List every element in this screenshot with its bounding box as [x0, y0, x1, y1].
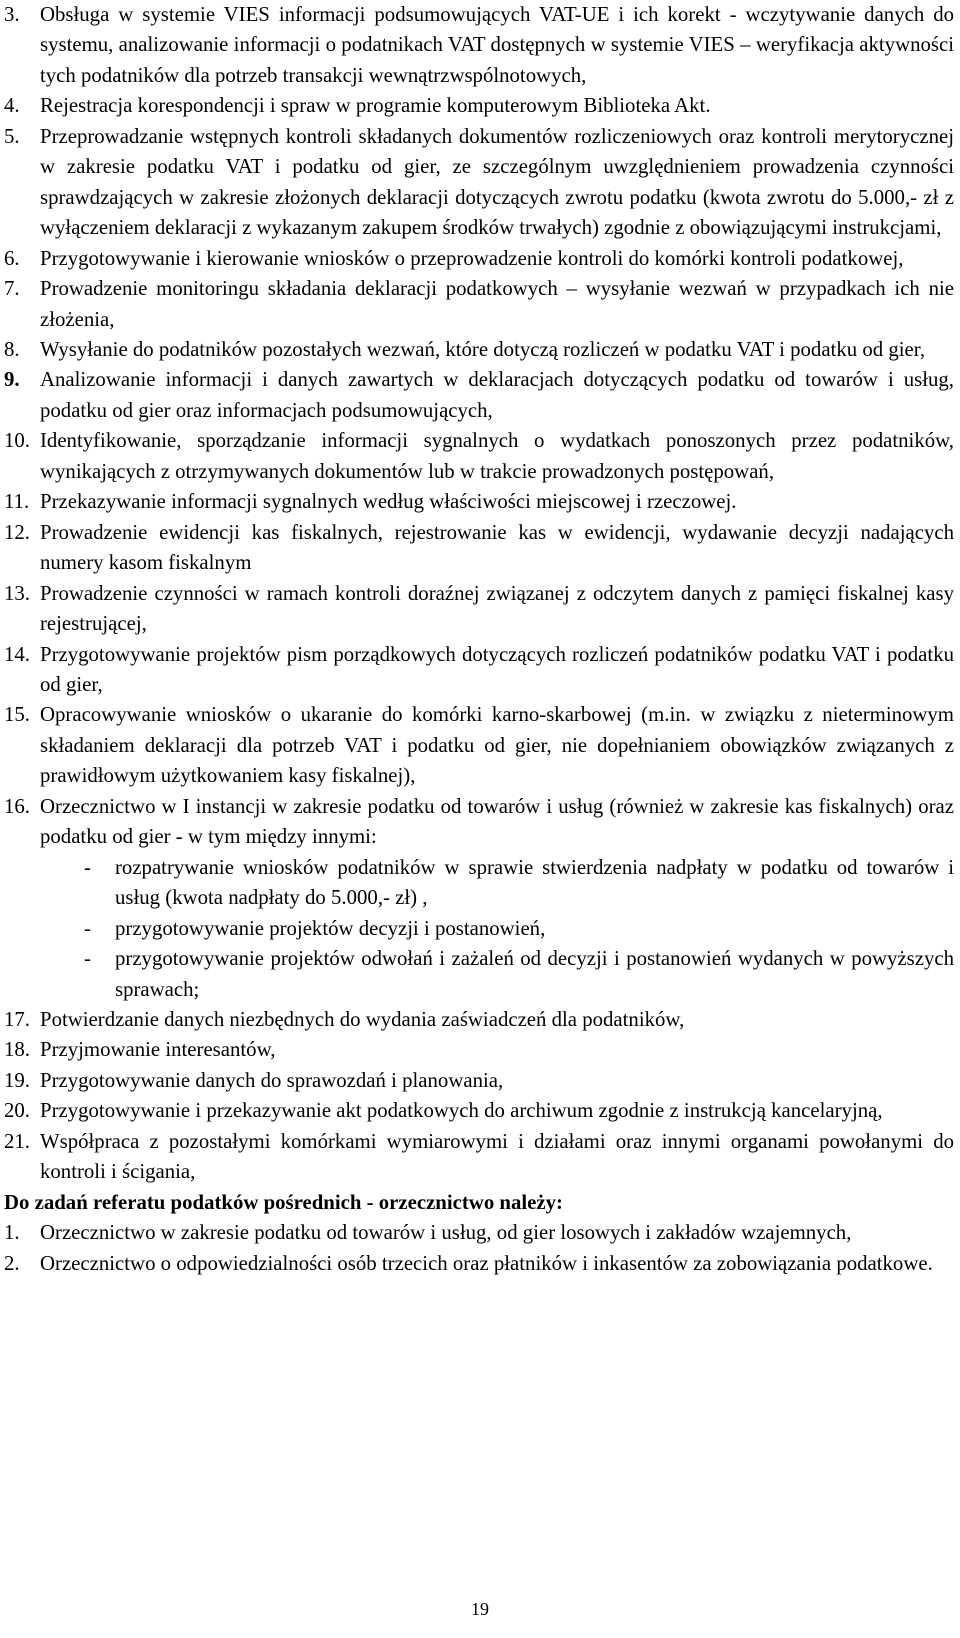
sublist-text: przygotowywanie projektów decyzji i postanowień,	[115, 916, 546, 940]
item-number: 19.	[4, 1068, 30, 1092]
item-number: 10.	[4, 429, 30, 453]
item-number: 11.	[4, 490, 30, 514]
item-text: Obsługa w systemie VIES informacji podsumowujących VAT-UE i ich korekt - wczytywanie danych do systemu, analizowanie informacji o podatnikach VAT dostępnych w systemie VIES – weryfikacja aktywności tych podatników dla potrzeb transakcji wewnątrzwspólnotowych,	[40, 3, 954, 87]
sublist-item	[4, 944, 954, 1005]
task-list-part-2	[4, 1005, 954, 1188]
list-item	[4, 792, 954, 853]
item-text: Potwierdzanie danych niezbędnych do wydania zaświadczeń dla podatników,	[40, 1007, 685, 1031]
item-number: 1.	[4, 1221, 20, 1245]
item-number: 15.	[4, 703, 30, 727]
dash-bullet: -	[84, 947, 91, 971]
list-item	[4, 0, 954, 91]
list-item	[4, 244, 954, 274]
list-item	[4, 518, 954, 579]
task-list-part-1	[4, 0, 954, 853]
page-number: 19	[471, 1599, 489, 1619]
list-item	[4, 274, 954, 335]
dash-bullet: -	[84, 916, 91, 940]
list-item	[4, 700, 954, 791]
item-number: 9.	[4, 368, 20, 392]
list-item	[4, 1127, 954, 1188]
item-text: Przygotowywanie projektów pism porządkowych dotyczących rozliczeń podatników podatku VAT i podatku od gier,	[40, 642, 954, 696]
sublist-text: przygotowywanie projektów odwołań i zażaleń od decyzji i postanowień wydanych w powyższych sprawach;	[115, 947, 954, 1001]
list-item	[4, 1005, 954, 1035]
item-text: Przygotowywanie danych do sprawozdań i planowania,	[40, 1068, 504, 1092]
list-item	[4, 487, 954, 517]
list-item	[4, 579, 954, 640]
sublist-item	[4, 914, 954, 944]
item-text: Orzecznictwo o odpowiedzialności osób trzecich oraz płatników i inkasentów za zobowiązania podatkowe.	[40, 1251, 933, 1275]
list-item	[4, 1218, 954, 1248]
orzecznictwo-task-list	[4, 1218, 954, 1279]
list-item	[4, 335, 954, 365]
list-item	[4, 1096, 954, 1126]
item-number: 21.	[4, 1129, 30, 1153]
item-number: 2.	[4, 1251, 20, 1275]
item-number: 8.	[4, 337, 20, 361]
item-text: Przygotowywanie i kierowanie wniosków o przeprowadzenie kontroli do komórki kontroli podatkowej,	[40, 246, 904, 270]
section-heading: Do zadań referatu podatków pośrednich - orzecznictwo należy:	[4, 1190, 563, 1214]
list-item	[4, 1249, 954, 1279]
list-item	[4, 365, 954, 426]
item-number: 16.	[4, 794, 30, 818]
item-text: Prowadzenie czynności w ramach kontroli doraźnej związanej z odczytem danych z pamięci fiskalnej kasy rejestrującej,	[40, 581, 954, 636]
item-text: Rejestracja korespondencji i spraw w programie komputerowym Biblioteka Akt.	[40, 94, 711, 118]
item-text: Prowadzenie ewidencji kas fiskalnych, rejestrowanie kas w ewidencji, wydawanie decyzji nadających numery kasom fiskalnym	[40, 520, 954, 575]
list-item	[4, 91, 954, 121]
item-number: 12.	[4, 520, 30, 544]
dash-bullet: -	[84, 855, 91, 879]
sublist-text: rozpatrywanie wniosków podatników w sprawie stwierdzenia nadpłaty w podatku od towarów i usług (kwota nadpłaty do 5.000,- zł) ,	[115, 855, 954, 910]
item-text: Opracowywanie wniosków o ukaranie do komórki karno-skarbowej (m.in. w związku z nieterminowym składaniem deklaracji dla potrzeb VAT i podatku od gier, nie dopełnianiem obowiązków związanych z prawidłowym użytkowaniem kasy fiskalnej),	[40, 703, 954, 788]
item-text: Przyjmowanie interesantów,	[40, 1038, 276, 1062]
list-item	[4, 1066, 954, 1096]
item-number: 7.	[4, 277, 20, 301]
list-item	[4, 1035, 954, 1065]
list-item	[4, 640, 954, 701]
item-text: Przygotowywanie i przekazywanie akt podatkowych do archiwum zgodnie z instrukcją kancelaryjną,	[40, 1099, 883, 1123]
item-text: Orzecznictwo w I instancji w zakresie podatku od towarów i usług (również w zakresie kas fiskalnych) oraz podatku od gier - w tym między innymi:	[40, 794, 954, 849]
item-number: 17.	[4, 1007, 30, 1031]
item-number: 13.	[4, 581, 30, 605]
item-number: 18.	[4, 1038, 30, 1062]
list-item	[4, 122, 954, 244]
item-text: Współpraca z pozostałymi komórkami wymiarowymi i działami oraz innymi organami powołanymi do kontroli i ścigania,	[40, 1129, 954, 1184]
item-number: 14.	[4, 642, 30, 666]
item-number: 6.	[4, 246, 20, 270]
task-16-sublist	[4, 853, 954, 1005]
list-item	[4, 426, 954, 487]
item-text: Wysyłanie do podatników pozostałych wezwań, które dotyczą rozliczeń w podatku VAT i podatku od gier,	[40, 337, 926, 361]
item-text: Identyfikowanie, sporządzanie informacji sygnalnych o wydatkach ponoszonych przez podatników, wynikających z otrzymywanych dokumentów lub w trakcie prowadzonych postępowań,	[40, 429, 954, 483]
item-number: 5.	[4, 124, 20, 148]
item-text: Przekazywanie informacji sygnalnych według właściwości miejscowej i rzeczowej.	[40, 490, 737, 514]
item-number: 20.	[4, 1099, 30, 1123]
item-text: Analizowanie informacji i danych zawartych w deklaracjach dotyczących podatku od towarów i usług, podatku od gier oraz informacjach podsumowujących,	[40, 368, 954, 422]
item-number: 3.	[4, 3, 20, 26]
item-text: Przeprowadzanie wstępnych kontroli składanych dokumentów rozliczeniowych oraz kontroli merytorycznej w zakresie podatku VAT i podatku od gier, ze szczególnym uwzględnieniem prowadzenia czynności sprawdzających w zakresie złożonych deklaracji dotyczących zwrotu podatku (kwota zwrotu do 5.000,- zł z wyłączeniem deklaracji z wykazanym zakupem środków trwałych) zgodnie z obowiązującymi instrukcjami,	[40, 124, 954, 240]
item-number: 4.	[4, 94, 20, 118]
sublist-item	[4, 853, 954, 914]
item-text: Orzecznictwo w zakresie podatku od towarów i usług, od gier losowych i zakładów wzajemnych,	[40, 1221, 852, 1245]
item-text: Prowadzenie monitoringu składania deklaracji podatkowych – wysyłanie wezwań w przypadkach ich nie złożenia,	[40, 277, 954, 331]
